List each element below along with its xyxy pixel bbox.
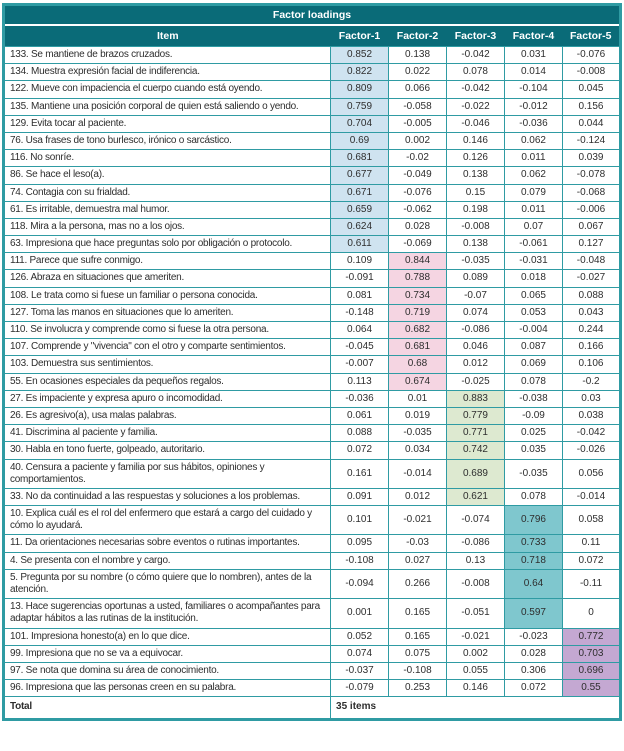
column-header-factor-5: Factor-5 [562, 25, 620, 47]
table-row [4, 98, 621, 115]
table-row [4, 442, 621, 459]
item-cell: 108. Le trata como si fuese un familiar o persona conocida. [4, 287, 331, 304]
table-row [4, 304, 621, 321]
loading-value-cell: 0.677 [331, 167, 389, 184]
loading-value-cell: 0.056 [562, 459, 620, 488]
table-row [4, 680, 621, 697]
item-cell: 27. Es impaciente y expresa apuro o incomodidad. [4, 390, 331, 407]
loading-value-cell: -0.02 [389, 150, 447, 167]
item-cell: 127. Toma las manos en situaciones que lo ameriten. [4, 304, 331, 321]
item-cell: 86. Se hace el leso(a). [4, 167, 331, 184]
loading-value-cell: -0.022 [447, 98, 505, 115]
table-body [4, 47, 621, 697]
loading-value-cell: 0.039 [562, 150, 620, 167]
loading-value-cell: 0.101 [331, 506, 389, 535]
loading-value-cell: -0.038 [504, 390, 562, 407]
loading-value-cell: 0.046 [447, 339, 505, 356]
item-cell: 11. Da orientaciones necesarias sobre eventos o rutinas importantes. [4, 535, 331, 552]
loading-value-cell: 0.138 [447, 167, 505, 184]
loading-value-cell: 0.696 [562, 662, 620, 679]
loading-value-cell: 0.061 [331, 407, 389, 424]
loading-value-cell: -0.124 [562, 132, 620, 149]
table-row [4, 167, 621, 184]
loading-value-cell: -0.091 [331, 270, 389, 287]
table-row [4, 201, 621, 218]
loading-value-cell: 0.69 [331, 132, 389, 149]
item-cell: 30. Habla en tono fuerte, golpeado, autoritario. [4, 442, 331, 459]
loading-value-cell: 0.788 [389, 270, 447, 287]
loading-value-cell: 0.072 [562, 552, 620, 569]
table-title: Factor loadings [4, 5, 621, 26]
loading-value-cell: 0.624 [331, 218, 389, 235]
loading-value-cell: -0.021 [389, 506, 447, 535]
loading-value-cell: -0.048 [562, 253, 620, 270]
loading-value-cell: 0.681 [389, 339, 447, 356]
table-row [4, 407, 621, 424]
loading-value-cell: 0.001 [331, 599, 389, 628]
loading-value-cell: 0.611 [331, 236, 389, 253]
item-cell: 118. Mira a la persona, mas no a los ojos. [4, 218, 331, 235]
loading-value-cell: 0.146 [447, 680, 505, 697]
column-header-factor-4: Factor-4 [504, 25, 562, 47]
factor-loadings-table [2, 3, 622, 721]
loading-value-cell: 0.15 [447, 184, 505, 201]
loading-value-cell: 0.704 [331, 115, 389, 132]
column-header-factor-1: Factor-1 [331, 25, 389, 47]
loading-value-cell: -0.069 [389, 236, 447, 253]
loading-value-cell: 0.844 [389, 253, 447, 270]
table-row [4, 150, 621, 167]
loading-value-cell: 0.074 [331, 645, 389, 662]
loading-value-cell: -0.068 [562, 184, 620, 201]
loading-value-cell: 0.253 [389, 680, 447, 697]
loading-value-cell: -0.051 [447, 599, 505, 628]
loading-value-cell: -0.025 [447, 373, 505, 390]
table-row [4, 236, 621, 253]
loading-value-cell: -0.035 [447, 253, 505, 270]
loading-value-cell: 0.106 [562, 356, 620, 373]
item-cell: 135. Mantiene una posición corporal de quien está saliendo o yendo. [4, 98, 331, 115]
loading-value-cell: 0.072 [504, 680, 562, 697]
table-row [4, 115, 621, 132]
table-row [4, 287, 621, 304]
loading-value-cell: -0.148 [331, 304, 389, 321]
loading-value-cell: -0.104 [504, 81, 562, 98]
loading-value-cell: 0.822 [331, 64, 389, 81]
loading-value-cell: -0.006 [562, 201, 620, 218]
loading-value-cell: -0.036 [331, 390, 389, 407]
loading-value-cell: 0.012 [447, 356, 505, 373]
loading-value-cell: 0.075 [389, 645, 447, 662]
loading-value-cell: -0.074 [447, 506, 505, 535]
table-row [4, 569, 621, 598]
loading-value-cell: 0.072 [331, 442, 389, 459]
table-row [4, 425, 621, 442]
loading-value-cell: 0.088 [562, 287, 620, 304]
loading-value-cell: 0.734 [389, 287, 447, 304]
table-header [4, 5, 621, 47]
loading-value-cell: -0.012 [504, 98, 562, 115]
loading-value-cell: 0.742 [447, 442, 505, 459]
loading-value-cell: 0.03 [562, 390, 620, 407]
loading-value-cell: -0.026 [562, 442, 620, 459]
item-cell: 107. Comprende y "vivencia" con el otro y comparte sentimientos. [4, 339, 331, 356]
table-row [4, 459, 621, 488]
loading-value-cell: 0.07 [504, 218, 562, 235]
loading-value-cell: -0.014 [389, 459, 447, 488]
loading-value-cell: -0.03 [389, 535, 447, 552]
table-row [4, 506, 621, 535]
loading-value-cell: -0.094 [331, 569, 389, 598]
loading-value-cell: 0.682 [389, 322, 447, 339]
loading-value-cell: 0.052 [331, 628, 389, 645]
item-cell: 10. Explica cuál es el rol del enfermero que estará a cargo del cuidado y cómo lo ayudará. [4, 506, 331, 535]
loading-value-cell: -0.11 [562, 569, 620, 598]
loading-value-cell: 0.028 [389, 218, 447, 235]
loading-value-cell: 0.597 [504, 599, 562, 628]
loading-value-cell: 0.166 [562, 339, 620, 356]
table-row [4, 184, 621, 201]
loading-value-cell: 0.165 [389, 628, 447, 645]
table-row [4, 552, 621, 569]
loading-value-cell: 0.027 [389, 552, 447, 569]
loading-value-cell: 0.127 [562, 236, 620, 253]
loading-value-cell: 0.165 [389, 599, 447, 628]
loading-value-cell: -0.079 [331, 680, 389, 697]
loading-value-cell: 0.883 [447, 390, 505, 407]
loading-value-cell: 0.002 [447, 645, 505, 662]
loading-value-cell: 0.244 [562, 322, 620, 339]
loading-value-cell: -0.008 [562, 64, 620, 81]
item-cell: 96. Impresiona que las personas creen en su palabra. [4, 680, 331, 697]
total-value: 35 items [331, 697, 621, 719]
item-cell: 74. Contagia con su frialdad. [4, 184, 331, 201]
loading-value-cell: -0.036 [504, 115, 562, 132]
loading-value-cell: 0.095 [331, 535, 389, 552]
loading-value-cell: 0 [562, 599, 620, 628]
loading-value-cell: 0.079 [504, 184, 562, 201]
item-cell: 76. Usa frases de tono burlesco, irónico o sarcástico. [4, 132, 331, 149]
loading-value-cell: 0.138 [389, 47, 447, 64]
table-row [4, 535, 621, 552]
loading-value-cell: 0.043 [562, 304, 620, 321]
loading-value-cell: -0.042 [447, 81, 505, 98]
table-row [4, 81, 621, 98]
table-row [4, 47, 621, 64]
loading-value-cell: -0.046 [447, 115, 505, 132]
item-cell: 13. Hace sugerencias oportunas a usted, familiares o acompañantes para adaptar hábitos a las rutinas de la institución. [4, 599, 331, 628]
table-row [4, 356, 621, 373]
table-row [4, 488, 621, 505]
loading-value-cell: 0.088 [331, 425, 389, 442]
loading-value-cell: 0.146 [447, 132, 505, 149]
loading-value-cell: -0.008 [447, 569, 505, 598]
column-header-factor-2: Factor-2 [389, 25, 447, 47]
loading-value-cell: 0.718 [504, 552, 562, 569]
loading-value-cell: 0.156 [562, 98, 620, 115]
loading-value-cell: 0.018 [504, 270, 562, 287]
table-row [4, 322, 621, 339]
loading-value-cell: 0.771 [447, 425, 505, 442]
loading-value-cell: -0.021 [447, 628, 505, 645]
loading-value-cell: -0.108 [331, 552, 389, 569]
loading-value-cell: 0.002 [389, 132, 447, 149]
loading-value-cell: -0.078 [562, 167, 620, 184]
column-header-item: Item [4, 25, 331, 47]
loading-value-cell: 0.087 [504, 339, 562, 356]
loading-value-cell: -0.027 [562, 270, 620, 287]
loading-value-cell: 0.058 [562, 506, 620, 535]
loading-value-cell: -0.037 [331, 662, 389, 679]
loading-value-cell: 0.014 [504, 64, 562, 81]
loading-value-cell: 0.012 [389, 488, 447, 505]
loading-value-cell: -0.062 [389, 201, 447, 218]
item-cell: 111. Parece que sufre conmigo. [4, 253, 331, 270]
table-row [4, 662, 621, 679]
loading-value-cell: 0.062 [504, 167, 562, 184]
loading-value-cell: 0.031 [504, 47, 562, 64]
loading-value-cell: 0.089 [447, 270, 505, 287]
item-cell: 116. No sonríe. [4, 150, 331, 167]
item-cell: 122. Mueve con impaciencia el cuerpo cuando está oyendo. [4, 81, 331, 98]
loading-value-cell: 0.053 [504, 304, 562, 321]
table-row [4, 339, 621, 356]
loading-value-cell: 0.028 [504, 645, 562, 662]
loading-value-cell: 0.074 [447, 304, 505, 321]
loading-value-cell: 0.719 [389, 304, 447, 321]
loading-value-cell: -0.004 [504, 322, 562, 339]
loading-value-cell: 0.034 [389, 442, 447, 459]
item-cell: 99. Impresiona que no se va a equivocar. [4, 645, 331, 662]
loading-value-cell: 0.078 [504, 488, 562, 505]
loading-value-cell: 0.069 [504, 356, 562, 373]
table-row [4, 390, 621, 407]
loading-value-cell: 0.759 [331, 98, 389, 115]
loading-value-cell: 0.019 [389, 407, 447, 424]
loading-value-cell: 0.689 [447, 459, 505, 488]
loading-value-cell: 0.64 [504, 569, 562, 598]
loading-value-cell: 0.138 [447, 236, 505, 253]
loading-value-cell: 0.659 [331, 201, 389, 218]
column-header-factor-3: Factor-3 [447, 25, 505, 47]
loading-value-cell: -0.035 [504, 459, 562, 488]
loading-value-cell: 0.01 [389, 390, 447, 407]
loading-value-cell: 0.772 [562, 628, 620, 645]
table-row [4, 218, 621, 235]
loading-value-cell: -0.042 [562, 425, 620, 442]
loading-value-cell: -0.035 [389, 425, 447, 442]
item-cell: 4. Se presenta con el nombre y cargo. [4, 552, 331, 569]
loading-value-cell: 0.025 [504, 425, 562, 442]
loading-value-cell: 0.198 [447, 201, 505, 218]
loading-value-cell: 0.113 [331, 373, 389, 390]
loading-value-cell: -0.09 [504, 407, 562, 424]
loading-value-cell: 0.067 [562, 218, 620, 235]
loading-value-cell: -0.049 [389, 167, 447, 184]
table-row [4, 645, 621, 662]
loading-value-cell: 0.13 [447, 552, 505, 569]
loading-value-cell: -0.005 [389, 115, 447, 132]
loading-value-cell: -0.008 [447, 218, 505, 235]
loading-value-cell: 0.779 [447, 407, 505, 424]
total-label: Total [4, 697, 331, 719]
loading-value-cell: 0.733 [504, 535, 562, 552]
loading-value-cell: 0.109 [331, 253, 389, 270]
loading-value-cell: 0.809 [331, 81, 389, 98]
total-row [4, 697, 621, 719]
loading-value-cell: -0.042 [447, 47, 505, 64]
loading-value-cell: 0.044 [562, 115, 620, 132]
loading-value-cell: 0.055 [447, 662, 505, 679]
loading-value-cell: 0.621 [447, 488, 505, 505]
loading-value-cell: 0.062 [504, 132, 562, 149]
loading-value-cell: 0.671 [331, 184, 389, 201]
loading-value-cell: 0.078 [504, 373, 562, 390]
loading-value-cell: -0.014 [562, 488, 620, 505]
loading-value-cell: 0.091 [331, 488, 389, 505]
loading-value-cell: -0.076 [562, 47, 620, 64]
loading-value-cell: 0.55 [562, 680, 620, 697]
loading-value-cell: -0.061 [504, 236, 562, 253]
loading-value-cell: 0.703 [562, 645, 620, 662]
loading-value-cell: 0.796 [504, 506, 562, 535]
item-cell: 97. Se nota que domina su área de conocimiento. [4, 662, 331, 679]
loading-value-cell: 0.161 [331, 459, 389, 488]
loading-value-cell: 0.681 [331, 150, 389, 167]
loading-value-cell: 0.266 [389, 569, 447, 598]
loading-value-cell: -0.007 [331, 356, 389, 373]
loading-value-cell: 0.064 [331, 322, 389, 339]
loading-value-cell: 0.852 [331, 47, 389, 64]
loading-value-cell: 0.081 [331, 287, 389, 304]
loading-value-cell: -0.023 [504, 628, 562, 645]
table-row [4, 270, 621, 287]
item-cell: 103. Demuestra sus sentimientos. [4, 356, 331, 373]
item-cell: 61. Es irritable, demuestra mal humor. [4, 201, 331, 218]
loading-value-cell: 0.011 [504, 150, 562, 167]
item-cell: 33. No da continuidad a las respuestas y soluciones a los problemas. [4, 488, 331, 505]
table-row [4, 64, 621, 81]
item-cell: 41. Discrimina al paciente y familia. [4, 425, 331, 442]
table-row [4, 253, 621, 270]
loading-value-cell: 0.68 [389, 356, 447, 373]
loading-value-cell: -0.108 [389, 662, 447, 679]
loading-value-cell: 0.022 [389, 64, 447, 81]
loading-value-cell: -0.045 [331, 339, 389, 356]
item-cell: 133. Se mantiene de brazos cruzados. [4, 47, 331, 64]
table-row [4, 599, 621, 628]
table-row [4, 373, 621, 390]
loading-value-cell: 0.078 [447, 64, 505, 81]
loading-value-cell: 0.306 [504, 662, 562, 679]
loading-value-cell: -0.086 [447, 322, 505, 339]
item-cell: 134. Muestra expresión facial de indiferencia. [4, 64, 331, 81]
loading-value-cell: 0.126 [447, 150, 505, 167]
item-cell: 55. En ocasiones especiales da pequeños regalos. [4, 373, 331, 390]
loading-value-cell: -0.031 [504, 253, 562, 270]
table-footer [4, 697, 621, 719]
item-cell: 110. Se involucra y comprende como si fuese la otra persona. [4, 322, 331, 339]
column-header-row [4, 25, 621, 47]
loading-value-cell: 0.065 [504, 287, 562, 304]
table-title-row [4, 5, 621, 26]
item-cell: 63. Impresiona que hace preguntas solo por obligación o protocolo. [4, 236, 331, 253]
loading-value-cell: -0.086 [447, 535, 505, 552]
item-cell: 101. Impresiona honesto(a) en lo que dice. [4, 628, 331, 645]
item-cell: 5. Pregunta por su nombre (o cómo quiere que lo nombren), antes de la atención. [4, 569, 331, 598]
item-cell: 126. Abraza en situaciones que ameriten. [4, 270, 331, 287]
loading-value-cell: 0.035 [504, 442, 562, 459]
loading-value-cell: 0.11 [562, 535, 620, 552]
item-cell: 129. Evita tocar al paciente. [4, 115, 331, 132]
item-cell: 40. Censura a paciente y familia por sus hábitos, opiniones y comportamientos. [4, 459, 331, 488]
table-row [4, 132, 621, 149]
loading-value-cell: -0.058 [389, 98, 447, 115]
loading-value-cell: 0.045 [562, 81, 620, 98]
loading-value-cell: -0.07 [447, 287, 505, 304]
loading-value-cell: 0.066 [389, 81, 447, 98]
item-cell: 26. Es agresivo(a), usa malas palabras. [4, 407, 331, 424]
table-row [4, 628, 621, 645]
loading-value-cell: -0.2 [562, 373, 620, 390]
loading-value-cell: -0.076 [389, 184, 447, 201]
loading-value-cell: 0.011 [504, 201, 562, 218]
loading-value-cell: 0.038 [562, 407, 620, 424]
loading-value-cell: 0.674 [389, 373, 447, 390]
